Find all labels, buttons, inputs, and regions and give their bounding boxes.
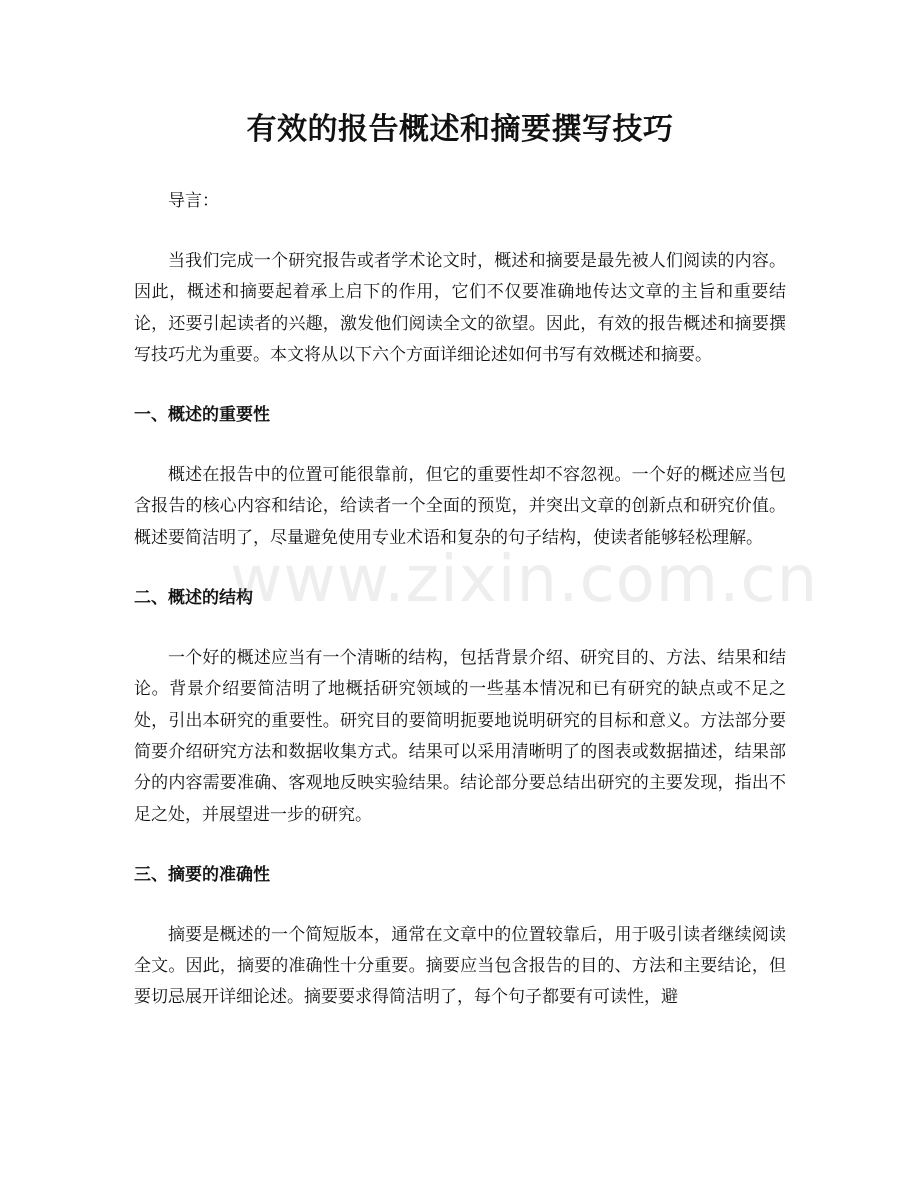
section-body-importance: 概述在报告中的位置可能很靠前，但它的重要性却不容忽视。一个好的概述应当包含报告的核心内容和结论，给读者一个全面的预览，并突出文章的创新点和研究价值。概述要简洁明了，尽量避免使用专业术语和复杂的句子结构，使读者能够轻松理解。 [134,465,786,548]
watermark: www.zixin.com.cn [230,543,819,617]
document-title: 有效的报告概述和摘要撰写技巧 [246,112,674,147]
section-body-structure: 一个好的概述应当有一个清晰的结构，包括背景介绍、研究目的、方法、结果和结论。背景介绍要简洁明了地概括研究领域的一些基本情况和已有研究的缺点或不足之处，引出本研究的重要性。研究目的要简明扼要地说明研究的目标和意义。方法部分要简要介绍研究方法和数据收集方式。结果可以采用清晰明了的图表或数据描述，结果部分的内容需要准确、客观地反映实验结果。结论部分要总结出研究的主要发现，指出不足之处，并展望进一步的研究。 [134,648,786,825]
intro-label: 导言： [168,191,219,211]
intro-paragraph: 当我们完成一个研究报告或者学术论文时，概述和摘要是最先被人们阅读的内容。因此，概述和摘要起着承上启下的作用，它们不仅要准确地传达文章的主旨和重要结论，还要引起读者的兴趣，激发他们阅读全文的欲望。因此，有效的报告概述和摘要撰写技巧尤为重要。本文将从以下六个方面详细论述如何书写有效概述和摘要。 [134,251,786,365]
section-heading-importance: 一、概述的重要性 [134,405,270,426]
section-heading-structure: 二、概述的结构 [134,588,253,609]
section-heading-accuracy: 三、摘要的准确性 [134,864,270,885]
section-body-accuracy: 摘要是概述的一个简短版本，通常在文章中的位置较靠后，用于吸引读者继续阅读全文。因此，摘要的准确性十分重要。摘要应当包含报告的目的、方法和主要结论，但要切忌展开详细论述。摘要要求得简洁明了，每个句子都要有可读性，避 [134,924,786,1008]
document-body [134,186,819,1043]
